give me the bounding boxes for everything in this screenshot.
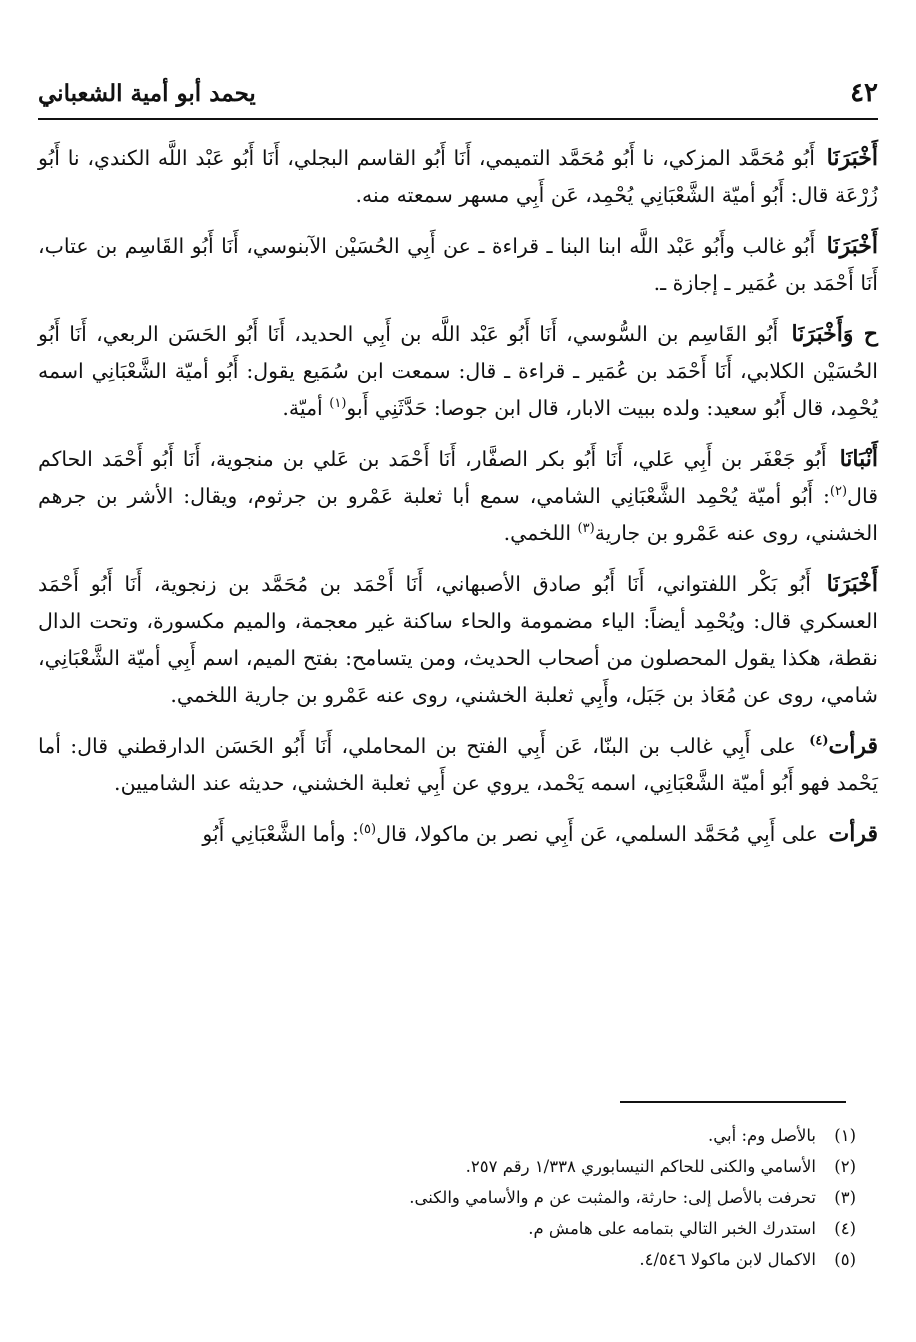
- footnote-text: بالأصل وم: أبي.: [708, 1126, 816, 1145]
- footnote-text: تحرفت بالأصل إلى: حارثة، والمثبت عن م والأسامي والكنى.: [409, 1188, 816, 1207]
- lead-word: قرأت: [828, 733, 878, 759]
- paragraph-2: [38, 228, 878, 302]
- paragraph-lead: أَخْبَرَنَا: [826, 571, 878, 597]
- footnote-1: [38, 1120, 856, 1151]
- paragraph-text: أَبُو بَكْر اللفتواني، أَنَا أَبُو صادق الأصبهاني، أَنَا أَحْمَد بن مُحَمَّد بن زنجوية، أَنَا أَبُو أَحْمَد العسكري قال: ويُحْمِد أيضاً: الياء مضمومة والحاء ساكنة غير معجمة، والميم مكسورة، وتحت الدال نقطة، هكذا يقول المحصلون من أصحاب الحديث، ومن يتسامح: بفتح الميم، اسم أَبِي أميّة الشَّعْبَانِي، شامي، روى عن مُعَاذ بن جَبَل، وأَبِي ثعلبة الخشني، روى عنه عَمْرو بن جارية اللخمي.: [38, 572, 878, 707]
- paragraph-text: على أَبِي مُحَمَّد السلمي، عَن أَبِي نصر بن ماكولا، قال: [376, 822, 818, 846]
- paragraph-1: [38, 140, 878, 214]
- paragraph-4: [38, 441, 878, 552]
- footnote-number: (٣): [834, 1188, 856, 1207]
- paragraph-lead: أَخْبَرَنَا: [826, 233, 878, 259]
- page-header: [38, 72, 878, 120]
- paragraph-text: أَبُو غالب وأَبُو عَبْد اللَّه ابنا البنا ـ قراءة ـ عن أَبِي الحُسَيْن الآبنوسي، أَنَا أَبُو القَاسِم بن عتاب، أَنَا أَحْمَد بن عُمَير ـ إجازة ـ.: [38, 234, 878, 295]
- footnote-number: (٥): [834, 1250, 856, 1269]
- paragraph-lead: قرأت: [828, 821, 878, 847]
- footnote-ref[interactable]: (٢): [829, 484, 848, 500]
- paragraph-text: أَبُو جَعْفَر بن أَبِي عَلي، أَنَا أَبُو بكر الصفَّار، أَنَا أَحْمَد بن عَلي بن منجوية، أَنَا أَبُو أَحْمَد الحاكم قال: [38, 447, 878, 508]
- paragraph-3: [38, 316, 878, 427]
- paragraph-lead: أَخْبَرَنَا: [826, 145, 878, 171]
- footnote-2: [38, 1151, 856, 1182]
- footnote-ref[interactable]: (٥): [358, 822, 377, 838]
- footnote-text: استدرك الخبر التالي بتمامه على هامش م.: [528, 1219, 816, 1238]
- footnote-text: الأسامي والكنى للحاكم النيسابوري ١/٣٣٨ رقم ٢٥٧.: [465, 1157, 816, 1176]
- paragraph-text-end: أميّة.: [282, 396, 330, 420]
- footnote-separator: [620, 1101, 846, 1103]
- paragraph-6: [38, 728, 878, 802]
- footnote-number: (١): [834, 1126, 856, 1145]
- footnote-4: [38, 1213, 856, 1244]
- footnote-number: (٢): [834, 1157, 856, 1176]
- footnote-number: (٤): [834, 1219, 856, 1238]
- footnote-text: الاكمال لابن ماكولا ٤/٥٤٦.: [639, 1250, 816, 1269]
- running-title: يحمد أبو أمية الشعباني: [38, 80, 256, 107]
- main-text: [38, 140, 878, 867]
- footnote-ref[interactable]: (١): [329, 396, 347, 412]
- footnote-ref[interactable]: (٤): [809, 733, 829, 749]
- paragraph-text: أَبُو القَاسِم بن السُّوسي، أَنَا أَبُو عَبْد اللَّه بن أَبِي الحديد، أَنَا أَبُو الحَسَن الربعي، أَنَا أَبُو الحُسَيْن الكلابي، أَنَا أَحْمَد بن عُمَير ـ قراءة ـ قال: سمعت ابن سُمَيع يقول: أَبُو أميّة الشَّعْبَانِي اسمه يُحْمِد، قال أَبُو سعيد: ولده ببيت الابار، قال ابن جوصا: حَدَّثَنِي أَبو: [38, 322, 878, 420]
- page-number: ٤٢: [850, 78, 878, 108]
- paragraph-text: أَبُو مُحَمَّد المزكي، نا أَبُو مُحَمَّد التميمي، أَنَا أَبُو القاسم البجلي، أَنَا أَبُو عَبْد اللَّه الكندي، نا أَبُو زُرْعَة قال: أَبُو أميّة الشَّعْبَانِي يُحْمِد، عَن أَبِي مسهر سمعته منه.: [38, 146, 878, 207]
- paragraph-5: [38, 566, 878, 714]
- footnote-5: [38, 1244, 856, 1275]
- paragraph-lead: [809, 733, 878, 759]
- paragraph-7: [38, 816, 878, 853]
- footnote-ref[interactable]: (٣): [577, 521, 595, 537]
- paragraph-text-end: : وأما الشَّعْبَانِي أَبُو: [202, 822, 359, 846]
- footnotes: [38, 1120, 856, 1275]
- paragraph-text-middle: : أَبُو أميّة يُحْمِد الشَّعْبَانِي الشامي، سمع أبا ثعلبة عَمْرو بن جرثوم، ويقال: الأشر بن جرهم الخشني، روى عنه عَمْرو بن جارية: [38, 484, 878, 545]
- paragraph-lead: أَنْبَانَا: [839, 446, 878, 472]
- paragraph-text-end: اللخمي.: [503, 521, 578, 545]
- footnote-3: [38, 1182, 856, 1213]
- paragraph-text: على أَبِي غالب بن البنّا، عَن أَبِي الفتح بن المحاملي، أَنَا أَبُو الحَسَن الدارقطني قال: أما يَحْمد فهو أَبُو أميّة الشَّعْبَانِي، اسمه يَحْمد، يروي عن أَبِي ثعلبة الخشني، حديثه عند الشاميين.: [38, 734, 878, 795]
- paragraph-lead: ح وَأَخْبَرَنَا: [791, 321, 878, 347]
